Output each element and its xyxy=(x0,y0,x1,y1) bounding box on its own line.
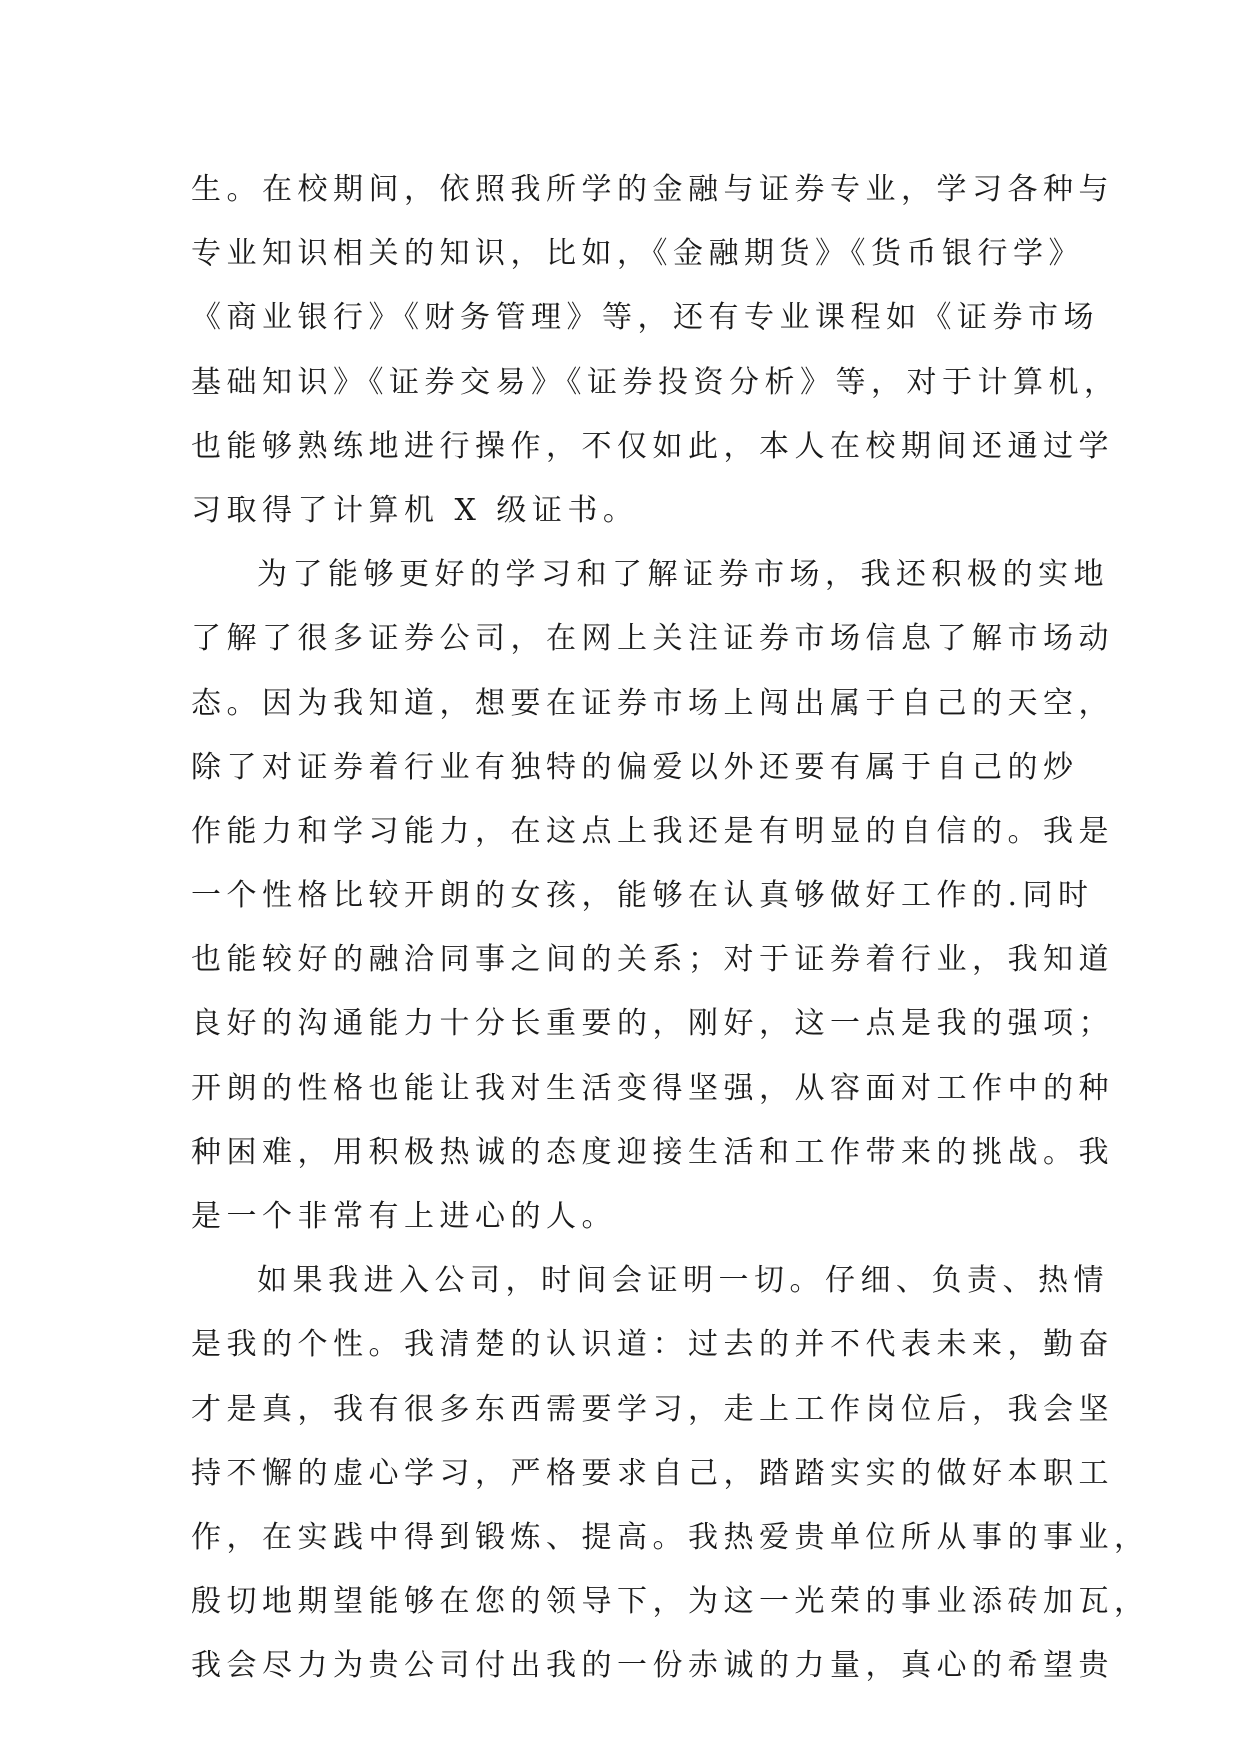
text-line: 了解了很多证券公司，在网上关注证券市场信息了解市场动 xyxy=(191,621,1114,657)
text-line: 种困难，用积极热诚的态度迎接生活和工作带来的挑战。我 xyxy=(191,1134,1114,1170)
text-line: 开朗的性格也能让我对生活变得坚强，从容面对工作中的种 xyxy=(191,1070,1114,1106)
text-line: 基础知识》《证券交易》《证券投资分析》等，对于计算机， xyxy=(191,364,1120,400)
text-line: 也能够熟练地进行操作，不仅如此，本人在校期间还通过学 xyxy=(191,428,1114,464)
text-line: 专业知识相关的知识，比如，《金融期货》《货币银行学》 xyxy=(191,236,1084,272)
paragraph-first-line: 为了能够更好的学习和了解证券市场，我还积极的实地 xyxy=(257,557,1109,593)
text-line: 生。在校期间，依照我所学的金融与证券专业，学习各种与 xyxy=(191,172,1114,207)
text-line: 习取得了计算机 X 级证书。 xyxy=(191,492,639,528)
text-line: 《商业银行》《财务管理》等，还有专业课程如《证券市场 xyxy=(191,300,1099,336)
text-line: 殷切地期望能够在您的领导下，为这一光荣的事业添砖加瓦， xyxy=(191,1584,1150,1620)
text-line: 我会尽力为贵公司付出我的一份赤诚的力量，真心的希望贵 xyxy=(191,1648,1114,1684)
text-line: 也能较好的融洽同事之间的关系；对于证券着行业，我知道 xyxy=(191,942,1114,978)
text-line: 除了对证券着行业有独特的偏爱以外还要有属于自己的炒 xyxy=(191,749,1079,785)
body-text xyxy=(191,158,1150,1699)
text-line: 良好的沟通能力十分长重要的，刚好，这一点是我的强项； xyxy=(191,1006,1114,1042)
text-line: 是我的个性。我清楚的认识道：过去的并不代表未来，勤奋 xyxy=(191,1327,1114,1363)
text-line: 作能力和学习能力，在这点上我还是有明显的自信的。我是 xyxy=(191,813,1114,849)
text-line: 持不懈的虚心学习，严格要求自己，踏踏实实的做好本职工 xyxy=(191,1455,1114,1491)
text-line: 才是真，我有很多东西需要学习，走上工作岗位后，我会坚 xyxy=(191,1391,1114,1427)
text-line: 作，在实践中得到锻炼、提高。我热爱贵单位所从事的事业， xyxy=(191,1519,1150,1555)
text-line: 一个性格比较开朗的女孩，能够在认真够做好工作的.同时 xyxy=(191,878,1094,914)
paragraph-first-line: 如果我进入公司，时间会证明一切。仔细、负责、热情 xyxy=(257,1263,1109,1299)
text-line: 是一个非常有上进心的人。 xyxy=(191,1199,617,1234)
text-line: 态。因为我知道，想要在证券市场上闯出属于自己的天空， xyxy=(191,685,1114,721)
